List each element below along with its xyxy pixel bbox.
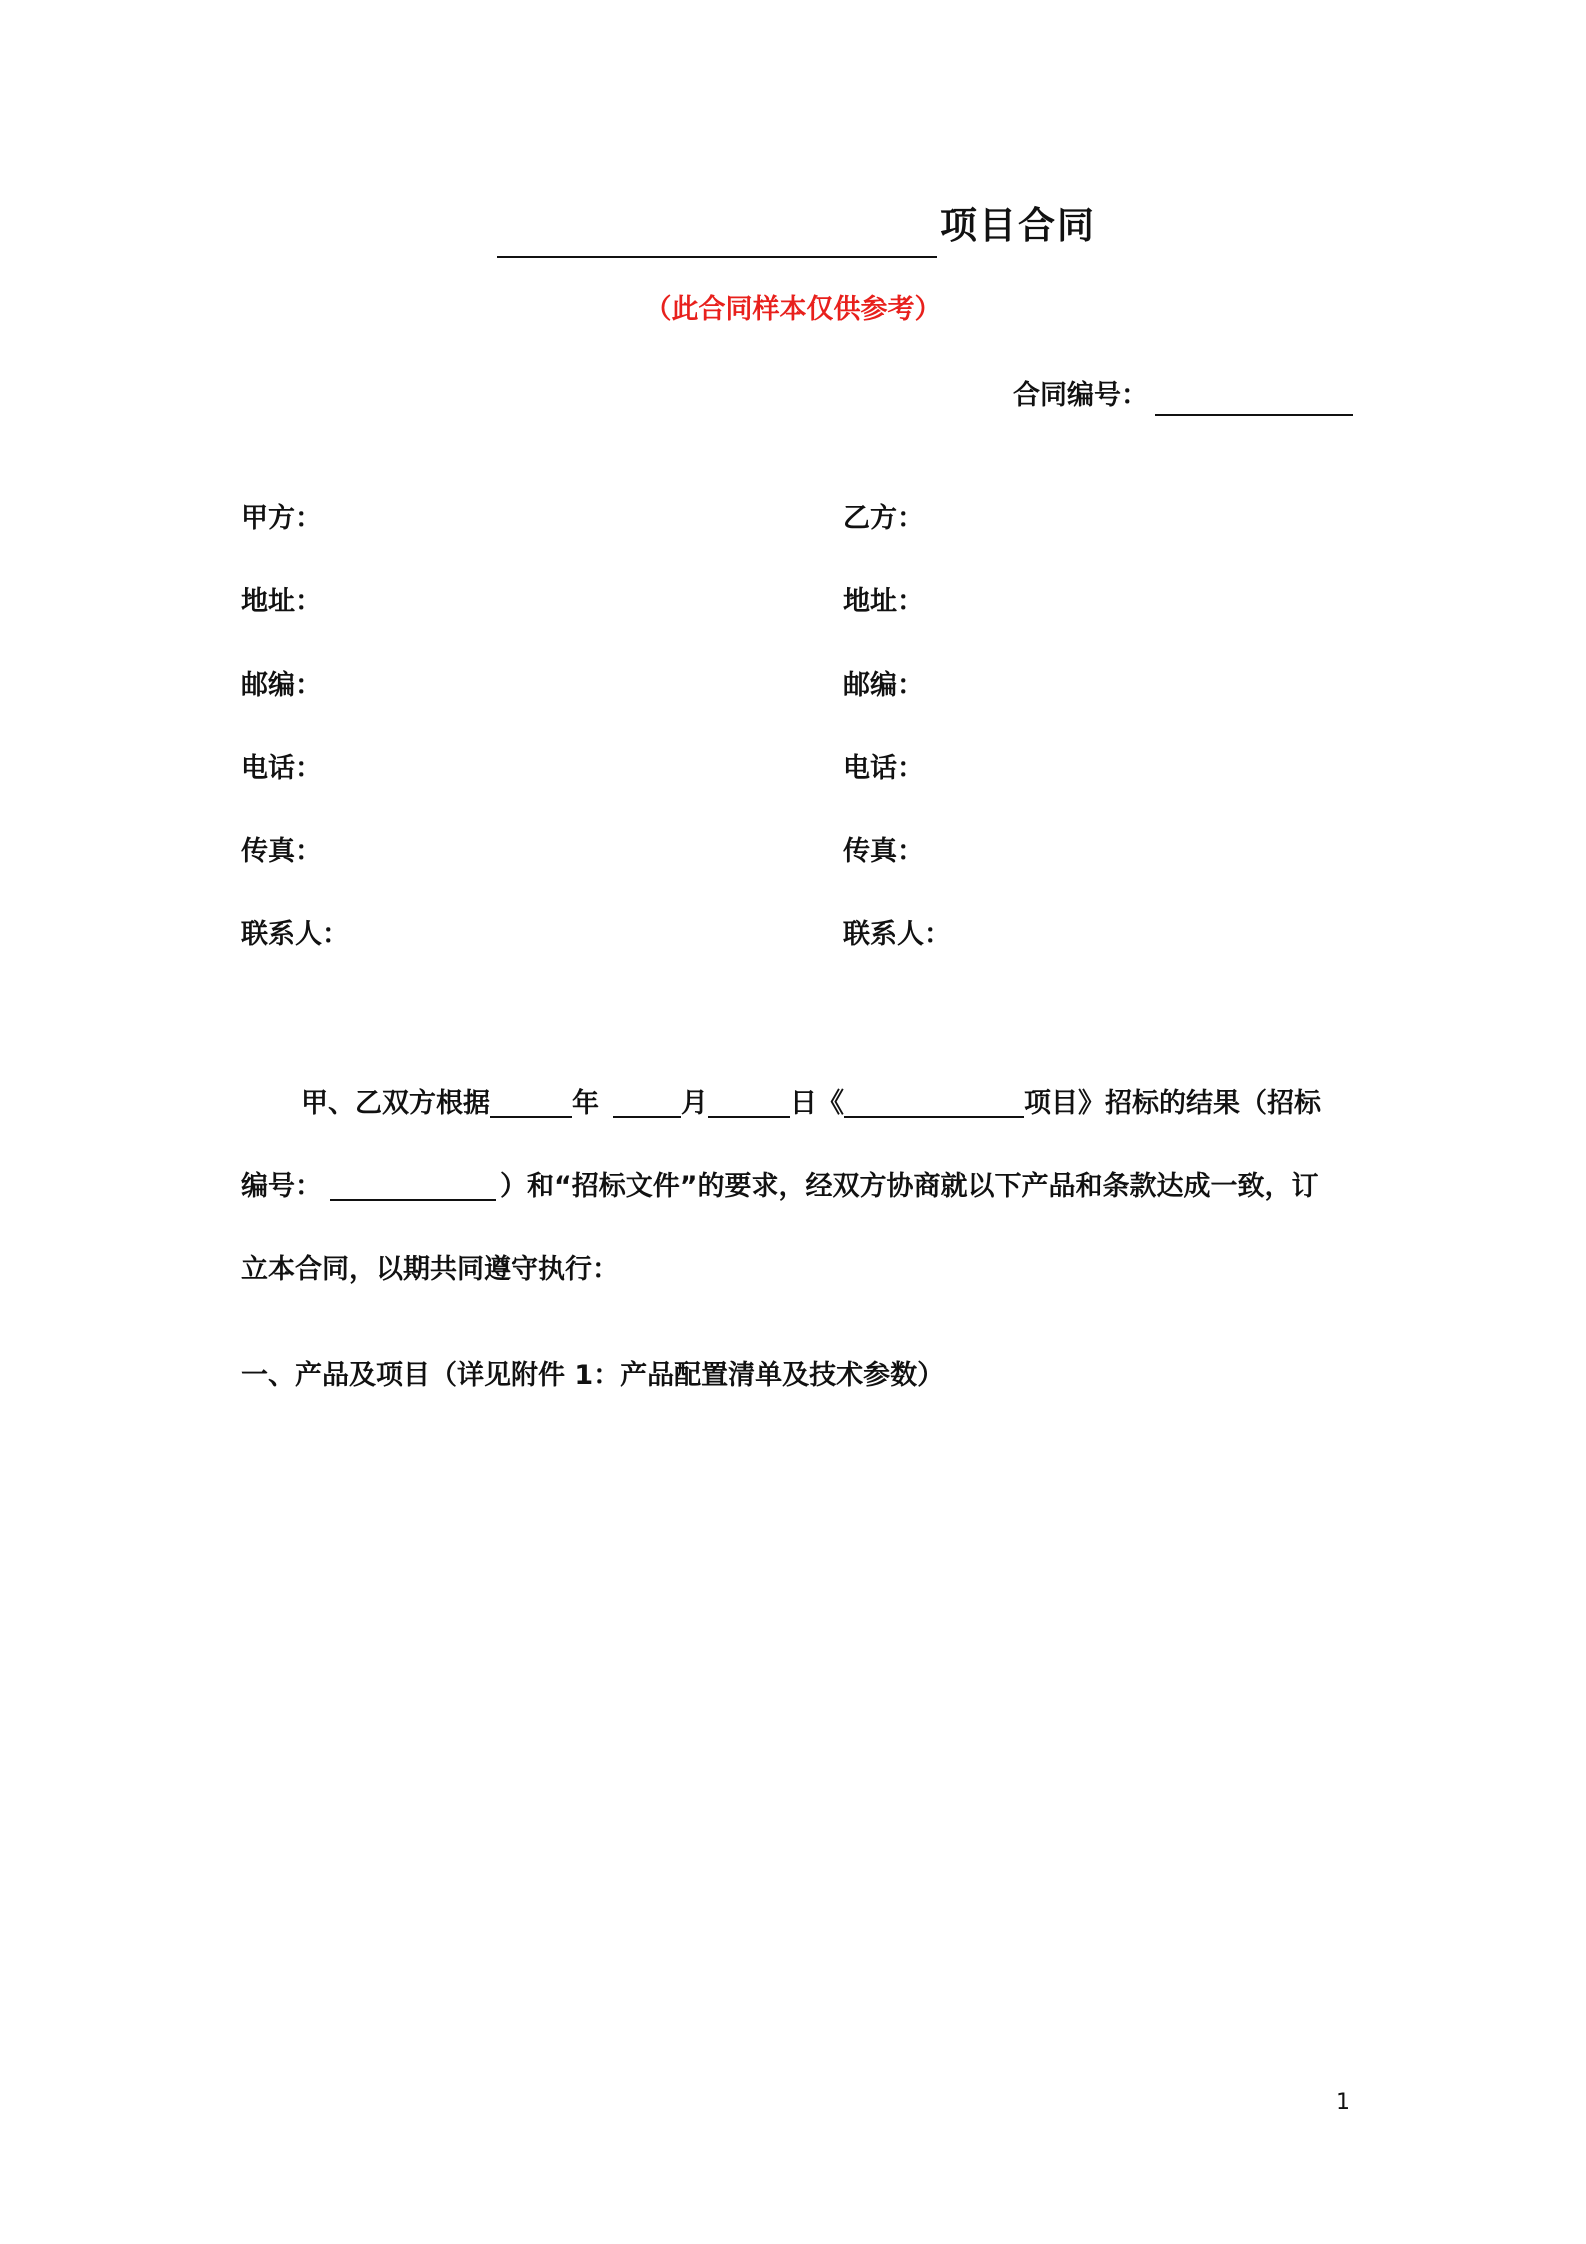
tender-number-label: 编号： (241, 1171, 322, 1202)
party-a-address-label: 地址： (241, 586, 322, 617)
agreement-line-1-end: 项目》招标的结果（招标 (1024, 1088, 1321, 1119)
year-label: 年 (572, 1088, 599, 1119)
reference-note: （此合同样本仅供参考） (644, 294, 942, 325)
party-a-postcode-label: 邮编： (241, 670, 322, 701)
party-b-fax-label: 传真： (843, 836, 924, 867)
agreement-line-2 (241, 1167, 1319, 1207)
party-b-contact-label: 联系人： (843, 919, 951, 950)
party-a-name-label: 甲方： (241, 503, 322, 534)
agreement-line-1 (301, 1084, 1321, 1124)
party-a-phone-label: 电话： (241, 753, 322, 784)
party-a-fax-label: 传真： (241, 836, 322, 867)
month-blank[interactable] (613, 1086, 681, 1118)
tender-number-blank[interactable] (330, 1169, 496, 1201)
section-1-heading: 一、产品及项目（详见附件 1：产品配置清单及技术参数） (241, 1360, 945, 1391)
contract-number-label: 合同编号： (1013, 380, 1148, 411)
project-blank[interactable] (844, 1086, 1024, 1118)
month-label: 月 (681, 1088, 708, 1119)
agreement-intro: 甲、乙双方根据 (301, 1088, 490, 1119)
party-b-address-label: 地址： (843, 586, 924, 617)
year-blank[interactable] (490, 1086, 572, 1118)
agreement-line-2-end: ）和“招标文件”的要求，经双方协商就以下产品和条款达成一致，订 (500, 1171, 1319, 1202)
party-b-phone-label: 电话： (843, 753, 924, 784)
page-number: 1 (1336, 2090, 1350, 2115)
page-title: 项目合同 (940, 204, 1096, 247)
project-name-blank[interactable] (497, 256, 937, 258)
agreement-line-3: 立本合同，以期共同遵守执行： (241, 1254, 619, 1285)
contract-number-blank[interactable] (1155, 414, 1353, 416)
party-b-postcode-label: 邮编： (843, 670, 924, 701)
party-b-name-label: 乙方： (843, 503, 924, 534)
party-a-contact-label: 联系人： (241, 919, 349, 950)
title-row (0, 196, 1586, 266)
day-blank[interactable] (708, 1086, 790, 1118)
day-label: 日《 (790, 1088, 844, 1119)
